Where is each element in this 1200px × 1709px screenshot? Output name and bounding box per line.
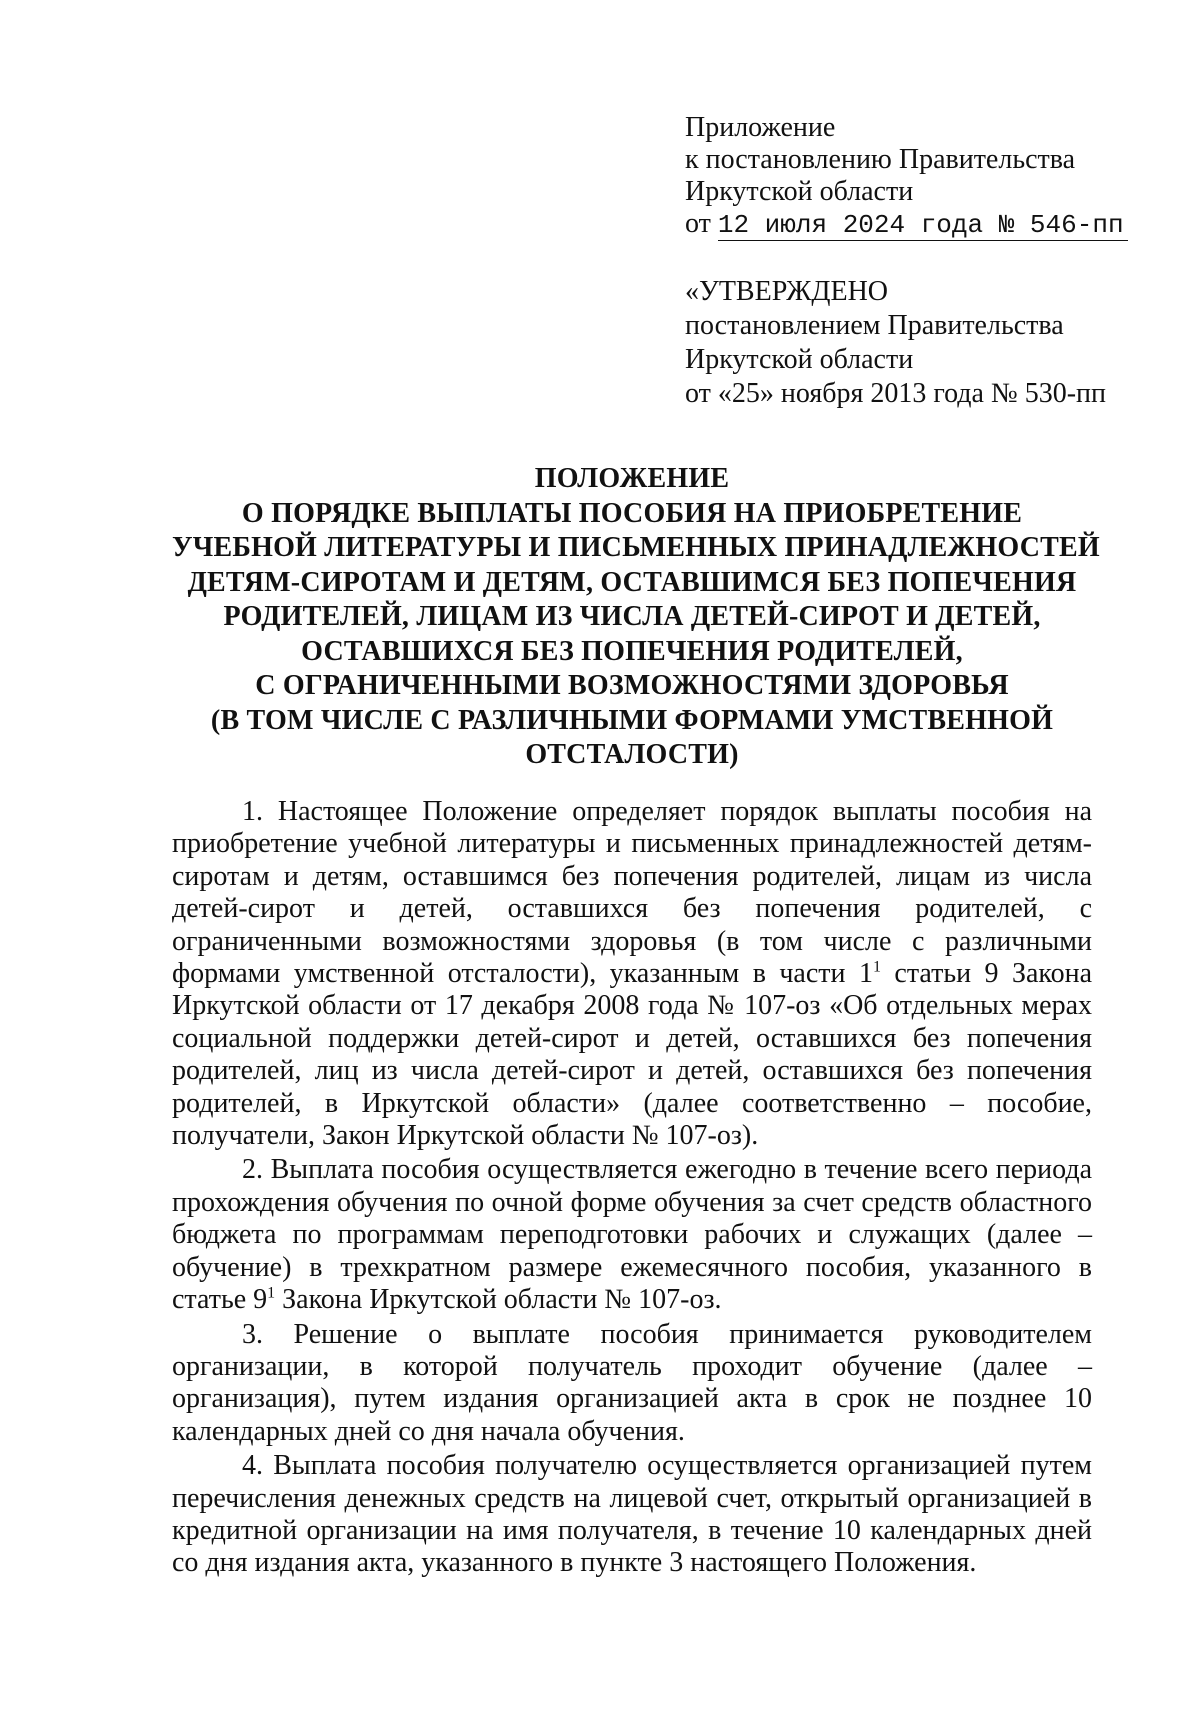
- document-title: [172, 462, 1100, 773]
- title-line-5: РОДИТЕЛЕЙ, ЛИЦАМ ИЗ ЧИСЛА ДЕТЕЙ-СИРОТ И ДЕТЕЙ,: [223, 601, 1041, 632]
- appendix-date-value: 12 июля 2024 года № 546-пп: [718, 210, 1128, 241]
- title-line-1: ПОЛОЖЕНИЕ: [534, 463, 730, 494]
- paragraph-1: [172, 796, 1092, 1152]
- paragraph-1-superscript: 1: [872, 958, 881, 976]
- title-line-2: О ПОРЯДКЕ ВЫПЛАТЫ ПОСОБИЯ НА ПРИОБРЕТЕНИЕ: [241, 497, 1023, 529]
- title-line-7: С ОГРАНИЧЕННЫМИ ВОЗМОЖНОСТЯМИ ЗДОРОВЬЯ: [255, 670, 1009, 701]
- document-body: [172, 796, 1092, 1582]
- title-line-3: УЧЕБНОЙ ЛИТЕРАТУРЫ И ПИСЬМЕННЫХ ПРИНАДЛЕЖНОСТЕЙ: [172, 532, 1100, 563]
- appendix-header: [685, 112, 1128, 241]
- paragraph-1-part-b: статьи 9 Закона Иркутской области от 17 декабря 2008 года № 107-оз «Об отдельных мерах социальной поддержки детей-сирот и детей, оставшихся без попечения родителей, лиц из числа детей-сирот и детей, оставшихся без попечения родителей, в Иркутской области» (далее соответственно – пособие, получатели, Закон Иркутской области № 107-оз).: [172, 958, 1093, 1152]
- appendix-title: Приложение: [685, 112, 836, 143]
- paragraph-3: 3. Решение о выплате пособия принимается руководителем организации, в которой получатель проходит обучение (далее – организация), путем издания организацией акта в срок не позднее 10 календарных дней со дня начала обучения.: [172, 1318, 1092, 1447]
- appendix-reference: к постановлению Правительства: [685, 144, 1076, 175]
- approval-stamp-text: [685, 275, 1106, 411]
- title-line-6: ОСТАВШИХСЯ БЕЗ ПОПЕЧЕНИЯ РОДИТЕЛЕЙ,: [301, 635, 963, 667]
- title-line-8: (В ТОМ ЧИСЛЕ С РАЗЛИЧНЫМИ ФОРМАМИ УМСТВЕННОЙ: [210, 704, 1054, 736]
- appendix-region: Иркутской области: [685, 176, 914, 207]
- appendix-date-line: [685, 208, 1128, 241]
- paragraph-2: [172, 1154, 1092, 1316]
- paragraph-4: 4. Выплата пособия получателю осуществляется организацией путем перечисления денежных средств на лицевой счет, открытый организацией в кредитной организации на имя получателя, в течение 10 календарных дней со дня издания акта, указанного в пункте 3 настоящего Положения.: [172, 1450, 1092, 1579]
- paragraph-2-part-a: 2. Выплата пособия осуществляется ежегодно в течение всего периода прохождения обучения по очной форме обучения за счет средств областного бюджета по программам переподготовки рабочих и служащих (далее – обучение) в трехкратном размере ежемесячного пособия, указанного в статье 9: [172, 1154, 1092, 1316]
- paragraph-2-superscript: 1: [267, 1284, 276, 1302]
- approved-heading: «УТВЕРЖДЕНО: [685, 276, 889, 307]
- paragraph-1-part-a: 1. Настоящее Положение определяет порядок выплаты пособия на приобретение учебной литературы и письменных принадлежностей детям-сиротам и детям, оставшимся без попечения родителей, лицам из числа детей-сирот и детей, оставшихся без попечения родителей, с ограниченными возможностями здоровья (в том числе с различными формами умственной отсталости), указанным в части 1: [172, 796, 1092, 990]
- approved-date: от «25» ноября 2013 года № 530-пп: [685, 378, 1106, 409]
- approved-region: Иркутской области: [685, 344, 914, 375]
- paragraph-2-part-b: Закона Иркутской области № 107-оз.: [275, 1284, 722, 1316]
- title-line-4: ДЕТЯМ-СИРОТАМ И ДЕТЯМ, ОСТАВШИМСЯ БЕЗ ПОПЕЧЕНИЯ: [187, 566, 1077, 598]
- approved-by: постановлением Правительства: [685, 310, 1064, 341]
- appendix-date-prefix: от: [685, 208, 711, 239]
- title-line-9: ОТСТАЛОСТИ): [525, 739, 739, 770]
